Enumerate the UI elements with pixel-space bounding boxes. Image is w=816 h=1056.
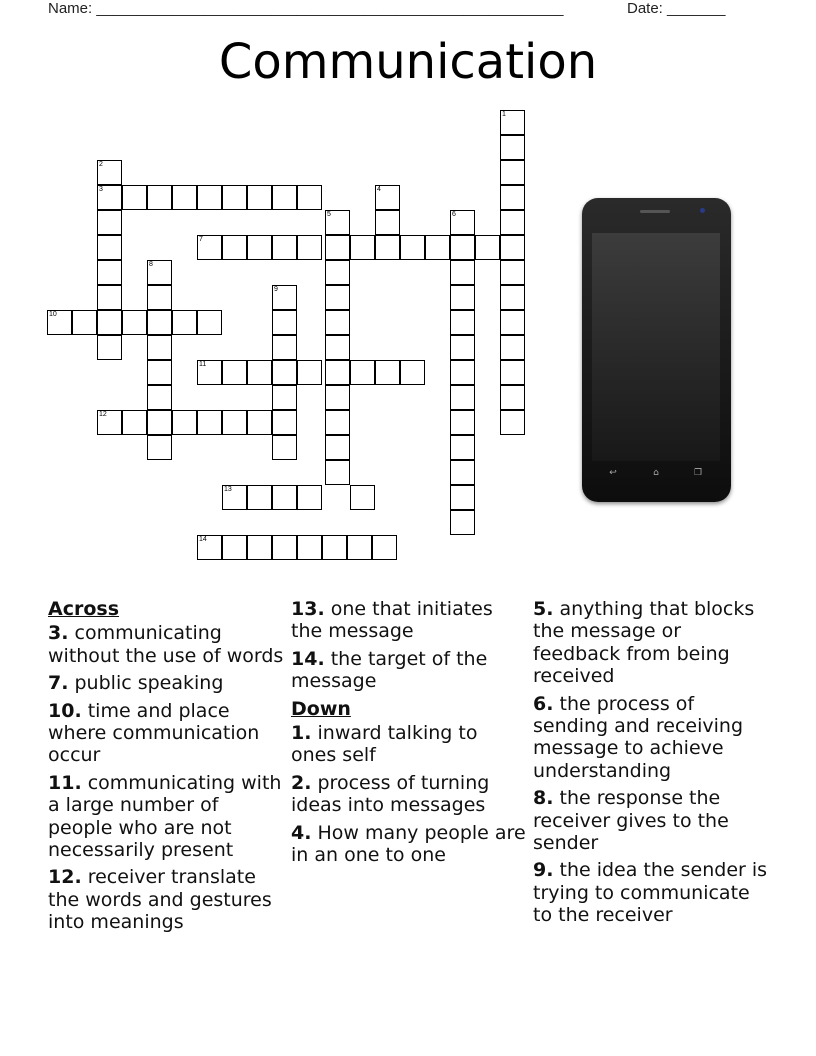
phone-back-icon: ↩ — [609, 468, 617, 478]
crossword-cell[interactable] — [347, 535, 372, 560]
cell-number: 10 — [49, 311, 57, 318]
crossword-cell[interactable] — [450, 260, 475, 285]
crossword-cell[interactable] — [325, 360, 350, 385]
crossword-cell[interactable] — [272, 335, 297, 360]
crossword-cell[interactable] — [222, 185, 247, 210]
cell-number: 6 — [452, 211, 456, 218]
crossword-cell[interactable] — [297, 235, 322, 260]
phone-screen — [592, 233, 720, 461]
crossword-cell[interactable] — [47, 310, 72, 335]
crossword-cell[interactable] — [222, 360, 247, 385]
smartphone-image — [582, 198, 731, 502]
crossword-cell[interactable] — [147, 185, 172, 210]
crossword-cell[interactable] — [325, 410, 350, 435]
clue-across-13: 13. one that initiates the message — [291, 598, 493, 643]
crossword-cell[interactable] — [97, 410, 122, 435]
crossword-cell[interactable] — [222, 235, 247, 260]
clue-down-9: 9. the idea the sender is trying to communicate to the receiver — [533, 859, 768, 927]
crossword-cell[interactable] — [475, 235, 500, 260]
crossword-cell[interactable] — [97, 235, 122, 260]
crossword-cell[interactable] — [400, 360, 425, 385]
crossword-cell[interactable] — [122, 185, 147, 210]
crossword-cell[interactable] — [97, 160, 122, 185]
cell-number: 13 — [224, 486, 232, 493]
crossword-cell[interactable] — [222, 410, 247, 435]
cell-number: 5 — [327, 211, 331, 218]
crossword-cell[interactable] — [450, 310, 475, 335]
crossword-cell[interactable] — [325, 310, 350, 335]
crossword-cell[interactable] — [247, 485, 272, 510]
crossword-cell[interactable] — [272, 485, 297, 510]
cell-number: 1 — [502, 111, 506, 118]
crossword-cell[interactable] — [500, 410, 525, 435]
crossword-cell[interactable] — [500, 135, 525, 160]
crossword-cell[interactable] — [450, 235, 475, 260]
cell-number: 9 — [274, 286, 278, 293]
crossword-cell[interactable] — [425, 235, 450, 260]
crossword-cell[interactable] — [147, 285, 172, 310]
clue-across-7: 7. public speaking — [48, 672, 224, 695]
crossword-cell[interactable] — [172, 410, 197, 435]
cell-number: 7 — [199, 236, 203, 243]
clue-column-3 — [533, 598, 773, 932]
crossword-cell[interactable] — [247, 410, 272, 435]
crossword-cell[interactable] — [272, 535, 297, 560]
crossword-cell[interactable] — [247, 535, 272, 560]
clue-across-10: 10. time and place where communication occur — [48, 699, 260, 767]
crossword-cell[interactable] — [500, 160, 525, 185]
crossword-cell[interactable] — [147, 385, 172, 410]
clue-down-2: 2. process of turning ideas into messages — [291, 771, 490, 817]
crossword-cell[interactable] — [172, 310, 197, 335]
cell-number: 4 — [377, 186, 381, 193]
crossword-cell[interactable] — [222, 535, 247, 560]
crossword-cell[interactable] — [325, 335, 350, 360]
crossword-cell[interactable] — [450, 285, 475, 310]
crossword-cell[interactable] — [450, 510, 475, 535]
crossword-cell[interactable] — [500, 110, 525, 135]
crossword-cell[interactable] — [147, 260, 172, 285]
crossword-cell[interactable] — [197, 535, 222, 560]
crossword-cell[interactable] — [97, 210, 122, 235]
crossword-cell[interactable] — [297, 185, 322, 210]
clue-down-1: 1. inward talking to ones self — [291, 722, 478, 767]
crossword-cell[interactable] — [272, 385, 297, 410]
cell-number: 8 — [149, 261, 153, 268]
clue-across-3: 3. communicating without the use of words — [48, 622, 284, 667]
crossword-cell[interactable] — [450, 385, 475, 410]
crossword-cell[interactable] — [325, 235, 350, 260]
crossword-cell[interactable] — [272, 310, 297, 335]
crossword-cell[interactable] — [450, 410, 475, 435]
crossword-cell[interactable] — [450, 460, 475, 485]
crossword-cell[interactable] — [97, 260, 122, 285]
crossword-cell[interactable] — [97, 335, 122, 360]
crossword-cell[interactable] — [72, 310, 97, 335]
crossword-cell[interactable] — [197, 410, 222, 435]
crossword-cell[interactable] — [450, 435, 475, 460]
crossword-cell[interactable] — [500, 260, 525, 285]
crossword-cell[interactable] — [350, 360, 375, 385]
crossword-cell[interactable] — [197, 185, 222, 210]
crossword-cell[interactable] — [325, 435, 350, 460]
crossword-cell[interactable] — [147, 410, 172, 435]
crossword-cell[interactable] — [272, 285, 297, 310]
crossword-cell[interactable] — [372, 535, 397, 560]
crossword-cell[interactable] — [197, 310, 222, 335]
crossword-cell[interactable] — [122, 310, 147, 335]
crossword-cell[interactable] — [450, 210, 475, 235]
crossword-cell[interactable] — [272, 410, 297, 435]
crossword-cell[interactable] — [147, 310, 172, 335]
crossword-cell[interactable] — [500, 385, 525, 410]
page-title: Communication — [218, 34, 598, 90]
crossword-cell[interactable] — [172, 185, 197, 210]
crossword-cell[interactable] — [375, 185, 400, 210]
cell-number: 2 — [99, 161, 103, 168]
crossword-cell[interactable] — [325, 210, 350, 235]
crossword-cell[interactable] — [272, 185, 297, 210]
crossword-cell[interactable] — [122, 410, 147, 435]
crossword-cell[interactable] — [272, 360, 297, 385]
cell-number: 11 — [199, 361, 207, 368]
crossword-cell[interactable] — [97, 310, 122, 335]
cell-number: 14 — [199, 536, 207, 543]
crossword-cell[interactable] — [147, 360, 172, 385]
clue-across-11: 11. communicating with a large number of people who are not necessarily present — [48, 771, 282, 862]
crossword-cell[interactable] — [322, 535, 347, 560]
crossword-cell[interactable] — [500, 185, 525, 210]
crossword-cell[interactable] — [297, 360, 322, 385]
clue-across-14: 14. the target of the message — [291, 647, 488, 693]
clue-column-2 — [291, 598, 527, 871]
crossword-cell[interactable] — [400, 235, 425, 260]
crossword-cell[interactable] — [197, 360, 222, 385]
crossword-cell[interactable] — [297, 485, 322, 510]
crossword-cell[interactable] — [500, 310, 525, 335]
crossword-cell[interactable] — [247, 360, 272, 385]
crossword-cell[interactable] — [147, 335, 172, 360]
clue-down-6: 6. the process of sending and receiving message to achieve understanding — [533, 692, 744, 782]
crossword-cell[interactable] — [325, 285, 350, 310]
crossword-cell[interactable] — [450, 335, 475, 360]
crossword-cell[interactable] — [500, 210, 525, 235]
cell-number: 12 — [99, 411, 107, 418]
crossword-cell[interactable] — [500, 335, 525, 360]
crossword-cell[interactable] — [500, 235, 525, 260]
crossword-cell[interactable] — [97, 185, 122, 210]
phone-speaker — [640, 210, 670, 213]
crossword-cell[interactable] — [247, 235, 272, 260]
crossword-cell[interactable] — [297, 535, 322, 560]
down-heading: Down — [291, 697, 351, 720]
crossword-cell[interactable] — [97, 285, 122, 310]
crossword-cell[interactable] — [222, 485, 247, 510]
clue-down-8: 8. the response the receiver gives to the sender — [533, 787, 729, 855]
crossword-cell[interactable] — [197, 235, 222, 260]
phone-recent-icon: ❐ — [693, 468, 703, 478]
phone-camera — [700, 208, 705, 213]
date-field-label: Date: _______ — [627, 0, 726, 17]
crossword-cell[interactable] — [375, 235, 400, 260]
crossword-cell[interactable] — [147, 435, 172, 460]
clue-down-4: 4. How many people are in an one to one — [291, 821, 526, 867]
crossword-cell[interactable] — [272, 435, 297, 460]
crossword-cell[interactable] — [350, 235, 375, 260]
crossword-cell[interactable] — [500, 360, 525, 385]
crossword-cell[interactable] — [325, 260, 350, 285]
cell-number: 3 — [99, 186, 103, 193]
crossword-cell[interactable] — [500, 285, 525, 310]
crossword-cell[interactable] — [450, 360, 475, 385]
crossword-cell[interactable] — [247, 185, 272, 210]
clue-down-5: 5. anything that blocks the message or feedback from being received — [533, 598, 755, 688]
crossword-cell[interactable] — [375, 210, 400, 235]
phone-home-icon: ⌂ — [653, 468, 659, 478]
across-heading: Across — [48, 598, 120, 620]
name-field-label: Name: ________________________________________________________ — [48, 0, 564, 17]
crossword-cell[interactable] — [375, 360, 400, 385]
crossword-cell[interactable] — [325, 385, 350, 410]
crossword-cell[interactable] — [450, 485, 475, 510]
crossword-cell[interactable] — [272, 235, 297, 260]
crossword-cell[interactable] — [325, 460, 350, 485]
clue-across-12: 12. receiver translate the words and gestures into meanings — [48, 866, 272, 934]
crossword-cell[interactable] — [350, 485, 375, 510]
clue-column-1 — [48, 598, 284, 939]
